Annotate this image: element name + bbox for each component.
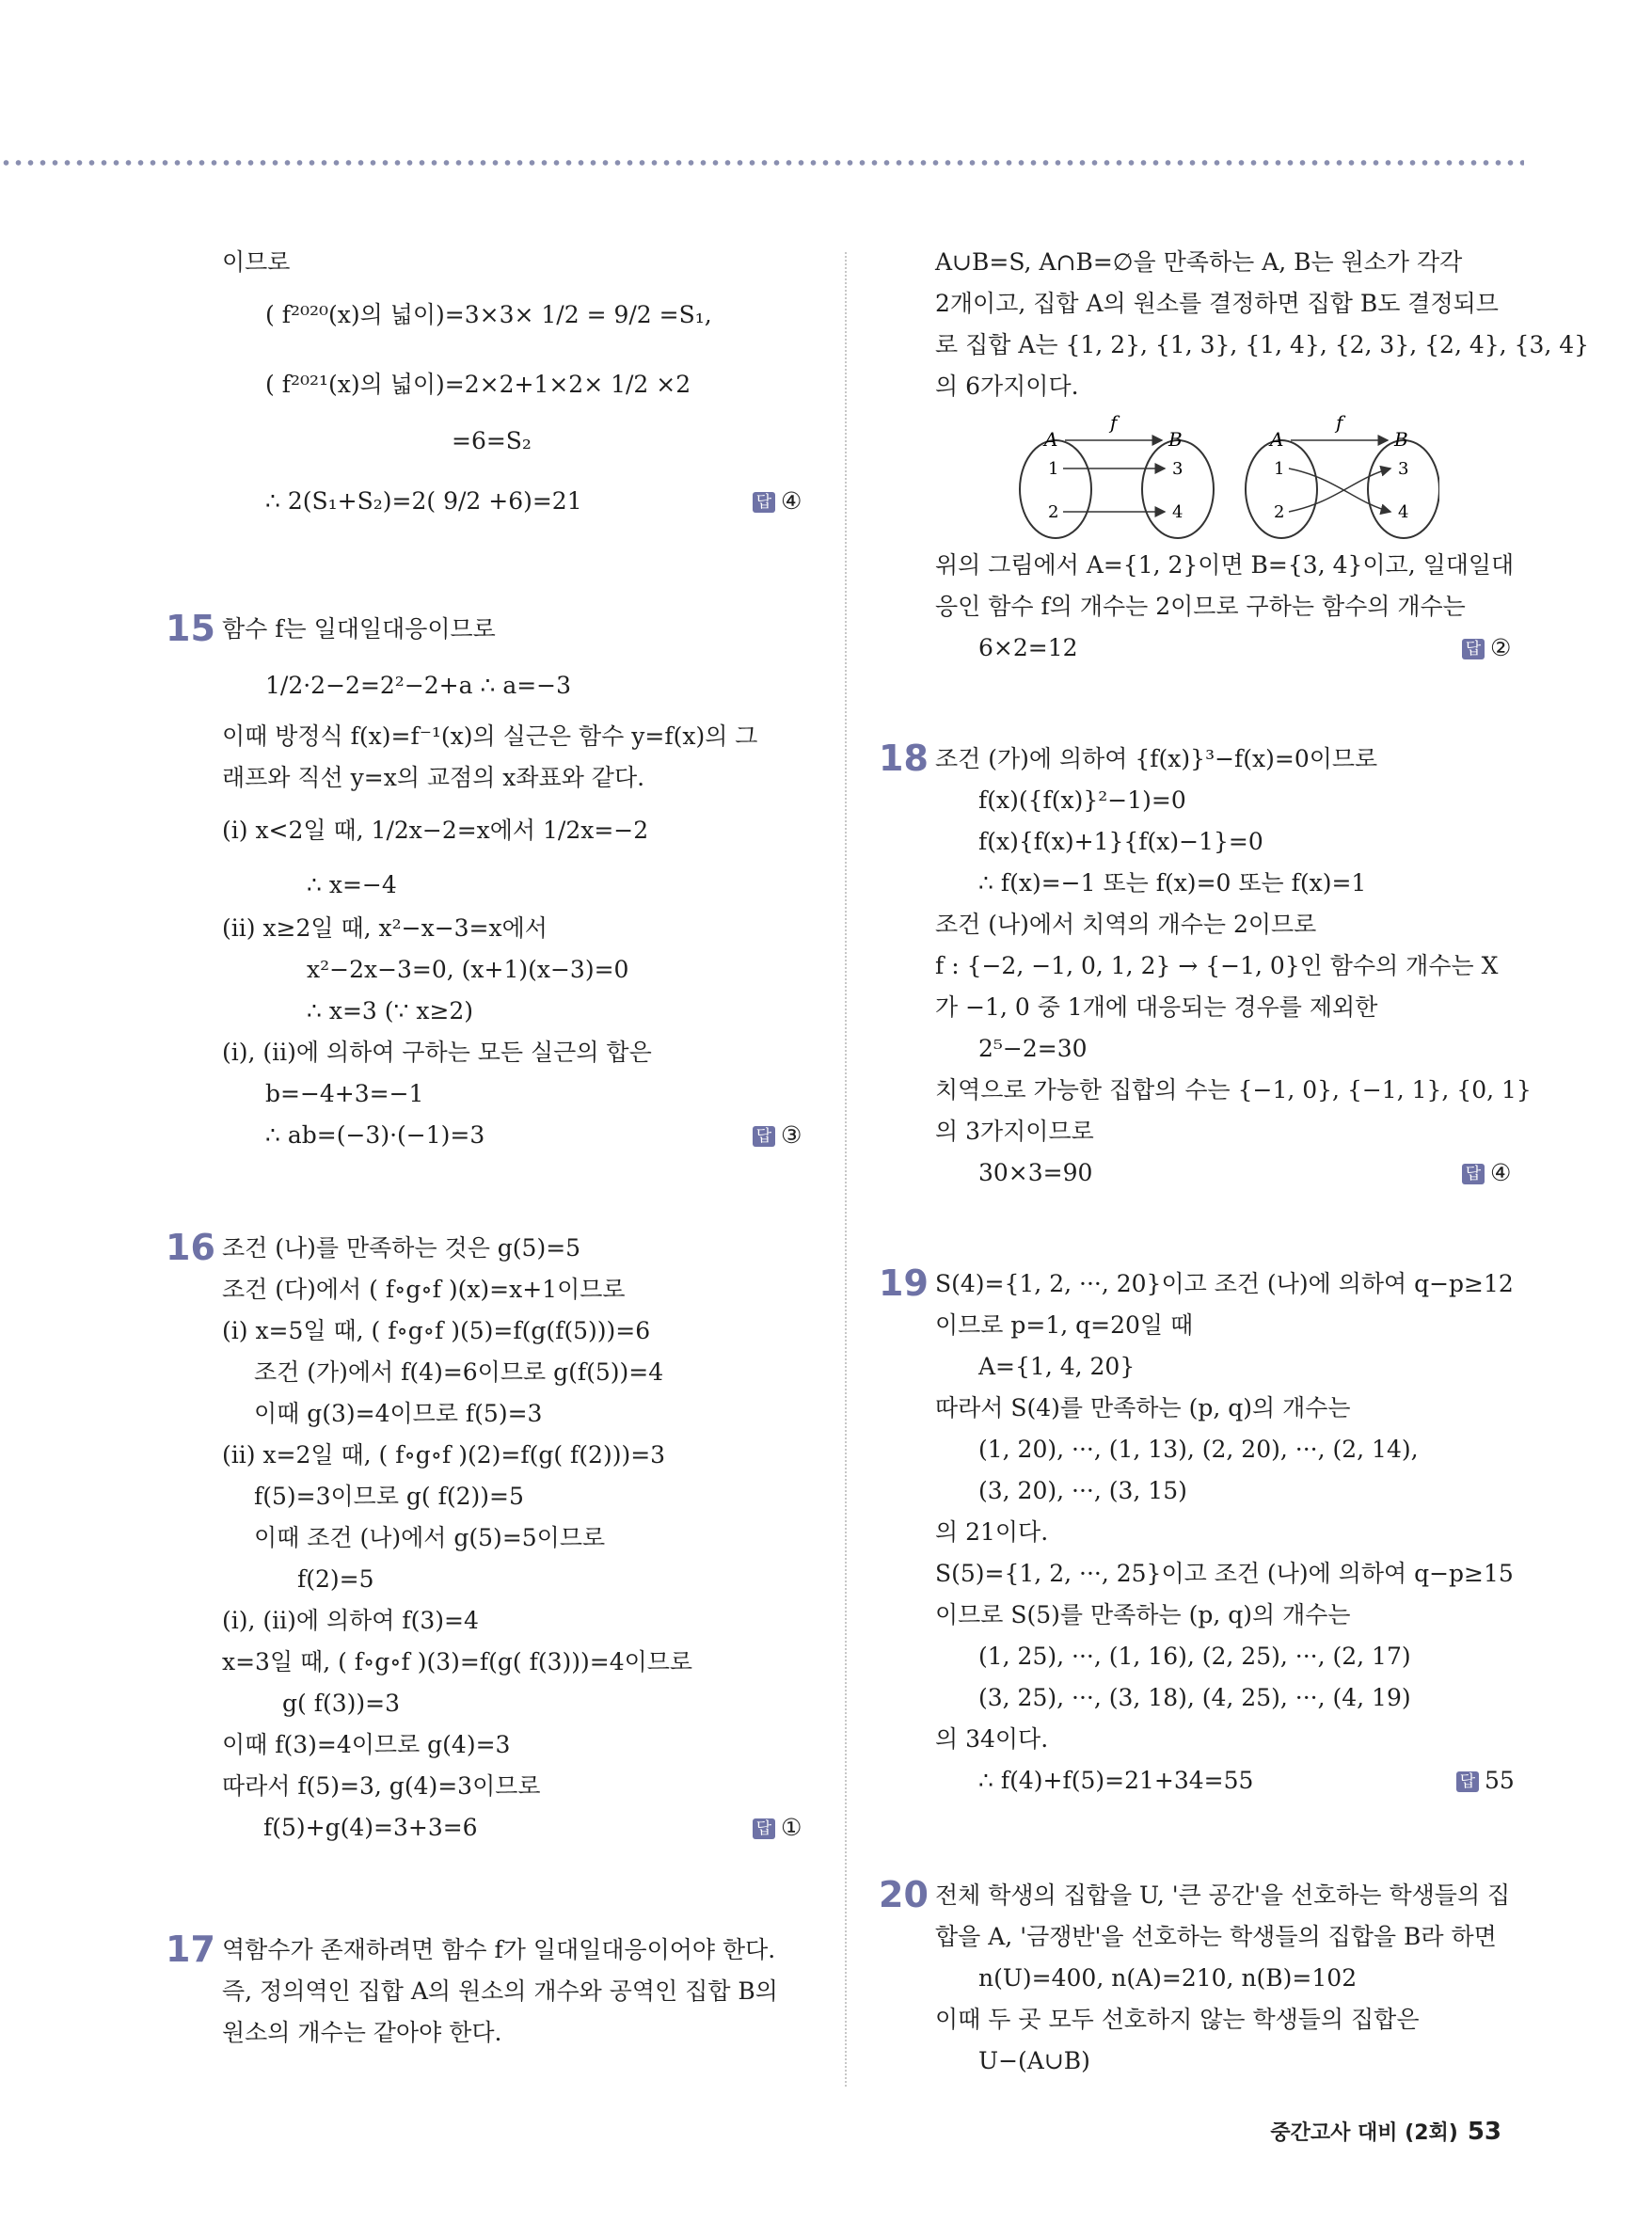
answer-value: ② [1490, 634, 1512, 661]
text-line: (i) x<2일 때, 1/2x−2=x에서 1/2x=−2 [222, 817, 649, 844]
text-line: 이때 방정식 f(x)=f⁻¹(x)의 실근은 함수 y=f(x)의 그 [222, 722, 758, 750]
text-line: 의 21이다. [935, 1518, 1049, 1546]
text-line: 의 6가지이다. [935, 373, 1079, 400]
answer-badge [1456, 1765, 1515, 1797]
text-line: f(x){f(x)+1}{f(x)−1}=0 [978, 828, 1263, 855]
element-label: 4 [1398, 502, 1409, 522]
page-number: 53 [1467, 2118, 1501, 2146]
text-line: ∴ f(4)+f(5)=21+34=55 [978, 1767, 1254, 1794]
text-line: ∴ 2(S₁+S₂)=2( 9/2 +6)=21 [265, 487, 582, 515]
text-line: 의 34이다. [935, 1725, 1049, 1753]
answer-badge [753, 1119, 802, 1151]
text-line: ∴ f(x)=−1 또는 f(x)=0 또는 f(x)=1 [978, 869, 1367, 897]
text-line: f(x)({f(x)}²−1)=0 [978, 786, 1186, 814]
text-line: ∴ x=−4 [307, 871, 397, 898]
text-line: 조건 (다)에서 ( f∘g∘f )(x)=x+1이므로 [222, 1276, 626, 1303]
text-line: A={1, 4, 20} [978, 1353, 1136, 1380]
text-line: (i) x=5일 때, ( f∘g∘f )(5)=f(g(f(5)))=6 [222, 1317, 651, 1344]
text-line: (3, 20), ···, (3, 15) [978, 1477, 1187, 1504]
answer-tag: 답 [753, 1126, 775, 1147]
problem-number-17: 17 [166, 1929, 215, 1970]
element-label: 3 [1398, 459, 1409, 479]
answer-tag: 답 [753, 1818, 775, 1839]
set-a-label: A [1044, 428, 1058, 451]
text-line: 치역으로 가능한 집합의 수는 {−1, 0}, {−1, 1}, {0, 1} [935, 1076, 1532, 1104]
answer-tag: 답 [1456, 1771, 1479, 1792]
text-line: x=3일 때, ( f∘g∘f )(3)=f(g( f(3)))=4이므로 [222, 1648, 693, 1675]
text-line: S(5)={1, 2, ···, 25}이고 조건 (나)에 의하여 q−p≥15 [935, 1560, 1514, 1587]
element-label: 2 [1274, 502, 1285, 522]
text-line: 이때 두 곳 모두 선호하지 않는 학생들의 집합은 [935, 2006, 1420, 2033]
text-line: 조건 (가)에서 f(4)=6이므로 g(f(5))=4 [254, 1358, 664, 1386]
element-label: 3 [1172, 459, 1183, 479]
text-line: 이므로 S(5)를 만족하는 (p, q)의 개수는 [935, 1601, 1351, 1628]
answer-value: ④ [781, 487, 802, 515]
text-line: f(5)+g(4)=3+3=6 [263, 1814, 478, 1841]
top-dotted-border [0, 158, 1524, 167]
text-line: ( f²⁰²¹(x)의 넓이)=2×2+1×2× 1/2 ×2 [265, 371, 691, 398]
text-line: 전체 학생의 집합을 U, '큰 공간'을 선호하는 학생들의 집 [935, 1882, 1511, 1909]
answer-value: ③ [781, 1121, 802, 1149]
element-label: 2 [1048, 502, 1059, 522]
set-b-label: B [1394, 428, 1408, 451]
text-line: (i), (ii)에 의하여 f(3)=4 [222, 1607, 479, 1634]
answer-badge [1462, 632, 1511, 664]
text-line: 함수 f는 일대일대응이므로 [222, 615, 496, 643]
text-line: f : {−2, −1, 0, 1, 2} → {−1, 0}인 함수의 개수는 X [935, 952, 1499, 979]
text-line: S(4)={1, 2, ···, 20}이고 조건 (나)에 의하여 q−p≥12 [935, 1270, 1514, 1297]
text-line: 가 −1, 0 중 1개에 대응되는 경우를 제외한 [935, 993, 1378, 1021]
text-line: 30×3=90 [978, 1159, 1093, 1186]
column-divider [845, 252, 847, 2087]
problem-number-18: 18 [879, 738, 929, 779]
element-label: 1 [1048, 459, 1059, 479]
answer-value: 55 [1485, 1767, 1515, 1794]
set-b-label: B [1168, 428, 1183, 451]
text-line: n(U)=400, n(A)=210, n(B)=102 [978, 1964, 1358, 1992]
text-line: 이때 f(3)=4이므로 g(4)=3 [222, 1731, 511, 1758]
text-line: (1, 25), ···, (1, 16), (2, 25), ···, (2, 17) [978, 1643, 1411, 1670]
answer-badge [1462, 1157, 1511, 1189]
problem-number-20: 20 [879, 1874, 929, 1915]
answer-tag: 답 [1462, 1164, 1485, 1184]
text-line: g( f(3))=3 [282, 1690, 400, 1717]
element-label: 1 [1274, 459, 1285, 479]
answer-tag: 답 [1462, 639, 1485, 659]
text-line: f(5)=3이므로 g( f(2))=5 [254, 1483, 524, 1510]
text-line: 조건 (가)에 의하여 {f(x)}³−f(x)=0이므로 [935, 745, 1378, 772]
text-line: 따라서 S(4)를 만족하는 (p, q)의 개수는 [935, 1394, 1351, 1421]
text-line: (ii) x=2일 때, ( f∘g∘f )(2)=f(g( f(2)))=3 [222, 1441, 666, 1469]
text-line: 이므로 [222, 248, 291, 276]
text-line: 이므로 p=1, q=20일 때 [935, 1311, 1194, 1339]
problem-number-19: 19 [879, 1262, 929, 1304]
text-line: ( f²⁰²⁰(x)의 넓이)=3×3× 1/2 = 9/2 =S₁, [265, 301, 712, 328]
text-line: 1/2·2−2=2²−2+a ∴ a=−3 [265, 672, 572, 699]
problem-number-16: 16 [166, 1227, 215, 1268]
text-line: 원소의 개수는 같아야 한다. [222, 2019, 502, 2046]
function-label: f [1110, 412, 1118, 434]
text-line: ∴ x=3 (∵ x≥2) [307, 997, 474, 1024]
set-a-ellipse [1246, 440, 1317, 538]
text-line: 2⁵−2=30 [978, 1035, 1088, 1062]
element-label: 4 [1172, 502, 1183, 522]
text-line: 의 3가지이므로 [935, 1118, 1094, 1145]
text-line: =6=S₂ [452, 427, 532, 454]
text-line: U−(A∪B) [978, 2047, 1090, 2074]
answer-badge [753, 485, 802, 517]
text-line: (ii) x≥2일 때, x²−x−3=x에서 [222, 914, 548, 942]
text-line: (1, 20), ···, (1, 13), (2, 20), ···, (2, 14), [978, 1436, 1419, 1463]
set-a-label: A [1270, 428, 1284, 451]
text-line: 조건 (나)에서 치역의 개수는 2이므로 [935, 911, 1317, 938]
function-label: f [1336, 412, 1343, 434]
text-line: (i), (ii)에 의하여 구하는 모든 실근의 합은 [222, 1039, 652, 1066]
text-line: 역함수가 존재하려면 함수 f가 일대일대응이어야 한다. [222, 1936, 776, 1963]
text-line: (3, 25), ···, (3, 18), (4, 25), ···, (4, 19) [978, 1684, 1411, 1711]
text-line: ∴ ab=(−3)·(−1)=3 [265, 1121, 485, 1149]
text-line: A∪B=S, A∩B=∅을 만족하는 A, B는 원소가 각각 [935, 248, 1463, 276]
text-line: 래프와 직선 y=x의 교점의 x좌표와 같다. [222, 764, 645, 791]
text-line: 응인 함수 f의 개수는 2이므로 구하는 함수의 개수는 [935, 593, 1466, 620]
text-line: 2개이고, 집합 A의 원소를 결정하면 집합 B도 결정되므 [935, 290, 1499, 317]
set-a-ellipse [1020, 440, 1091, 538]
text-line: 즉, 정의역인 집합 A의 원소의 개수와 공역인 집합 B의 [222, 1977, 778, 2005]
text-line: 위의 그림에서 A={1, 2}이면 B={3, 4}이고, 일대일대 [935, 551, 1515, 579]
text-line: 합을 A, '금쟁반'을 선호하는 학생들의 집합을 B라 하면 [935, 1923, 1497, 1950]
text-line: x²−2x−3=0, (x+1)(x−3)=0 [307, 956, 629, 983]
text-line: 로 집합 A는 {1, 2}, {1, 3}, {1, 4}, {2, 3}, {2, 4}, {3, 4} [935, 331, 1590, 358]
text-line: 조건 (나)를 만족하는 것은 g(5)=5 [222, 1234, 581, 1262]
set-b-ellipse [1142, 440, 1214, 538]
footer-label: 중간고사 대비 (2회) [1270, 2121, 1458, 2145]
text-line: f(2)=5 [297, 1565, 374, 1593]
text-line: 이때 g(3)=4이므로 f(5)=3 [254, 1400, 543, 1427]
text-line: 따라서 f(5)=3, g(4)=3이므로 [222, 1772, 541, 1800]
answer-badge [753, 1812, 802, 1844]
text-line: b=−4+3=−1 [265, 1080, 424, 1107]
mapping-diagram [1007, 412, 1439, 544]
answer-value: ① [781, 1814, 802, 1841]
page-footer [1270, 2117, 1501, 2146]
set-b-ellipse [1368, 440, 1439, 538]
answer-tag: 답 [753, 492, 775, 513]
text-line: 이때 조건 (나)에서 g(5)=5이므로 [254, 1524, 606, 1551]
problem-number-15: 15 [166, 608, 215, 649]
answer-value: ④ [1490, 1159, 1512, 1186]
text-line: 6×2=12 [978, 634, 1078, 661]
